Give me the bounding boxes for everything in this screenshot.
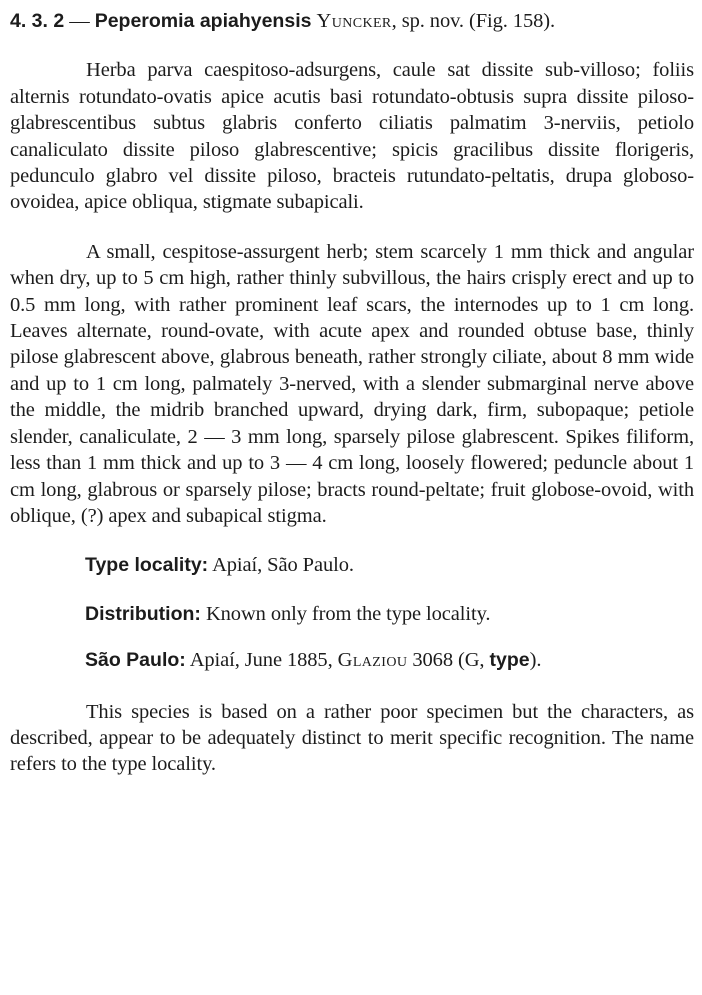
specimen-citation xyxy=(10,647,694,673)
heading-dash: — xyxy=(69,10,90,32)
specimen-details: Apiaí, June 1885, xyxy=(189,649,333,672)
specimen-state: São Paulo: xyxy=(85,649,186,672)
specimen-type-label: type xyxy=(489,649,530,672)
distribution-label: Distribution: xyxy=(85,602,201,625)
species-name: Peperomia apiahyensis xyxy=(94,10,312,32)
latin-description: Herba parva caespitoso-adsurgens, caule sat dissite sub-villoso; foliis alternis rotundato-ovatis apice acutis basi rotundato-obtusis supra dissite piloso-glabrescentibus subtus glabris conferto ciliatis palmatim 3-nerviis, petiolo canaliculato dissite piloso glabrescentive; spicis gracilibus dissite florigeris, pedunculo glabro vel dissite piloso, bracteis rutundato-peltatis, drupa globoso-ovoidea, apice obliqua, stigmate subapicali. xyxy=(10,59,694,214)
species-author: Yuncker xyxy=(316,10,392,32)
type-locality xyxy=(10,552,694,578)
distribution xyxy=(10,601,694,627)
type-locality-value: Apiaí, São Paulo. xyxy=(212,554,354,577)
species-status: , sp. nov. (Fig. 158). xyxy=(391,10,555,32)
species-heading xyxy=(10,8,694,34)
section-number: 4. 3. 2 xyxy=(10,10,65,32)
type-locality-label: Type locality: xyxy=(85,554,209,577)
remarks-paragraph: This species is based on a rather poor specimen but the characters, as described, appear to be adequately distinct to merit specific recognition. The name refers to the type locality. xyxy=(10,700,694,776)
specimen-number: 3068 (G, xyxy=(412,649,485,672)
specimen-collector: Glaziou xyxy=(337,649,408,672)
specimen-closing: ). xyxy=(529,649,542,672)
document-page xyxy=(10,8,694,778)
english-description: A small, cespitose-assurgent herb; stem scarcely 1 mm thick and angular when dry, up to 5 cm high, rather thinly subvillous, the hairs crisply erect and up to 0.5 mm long, with rather prominent leaf scars, the internodes up to 1 cm long. Leaves alternate, round-ovate, with acute apex and rounded obtuse base, thinly pilose glabrescent above, glabrous beneath, rather strongly ciliate, about 8 mm wide and up to 1 cm long, palmately 3-nerved, with a slender submarginal nerve above the middle, the midrib branched upward, drying dark, firm, subopaque; petiole slender, canaliculate, 2 — 3 mm long, sparsely pilose glabrescent. Spikes filiform, less than 1 mm thick and up to 3 — 4 cm long, loosely flowered; peduncle about 1 cm long, glabrous or sparsely pilose; bracts round-peltate; fruit globose-ovoid, with oblique, (?) apex and subapical stigma. xyxy=(10,240,694,527)
distribution-value: Known only from the type locality. xyxy=(205,602,491,625)
